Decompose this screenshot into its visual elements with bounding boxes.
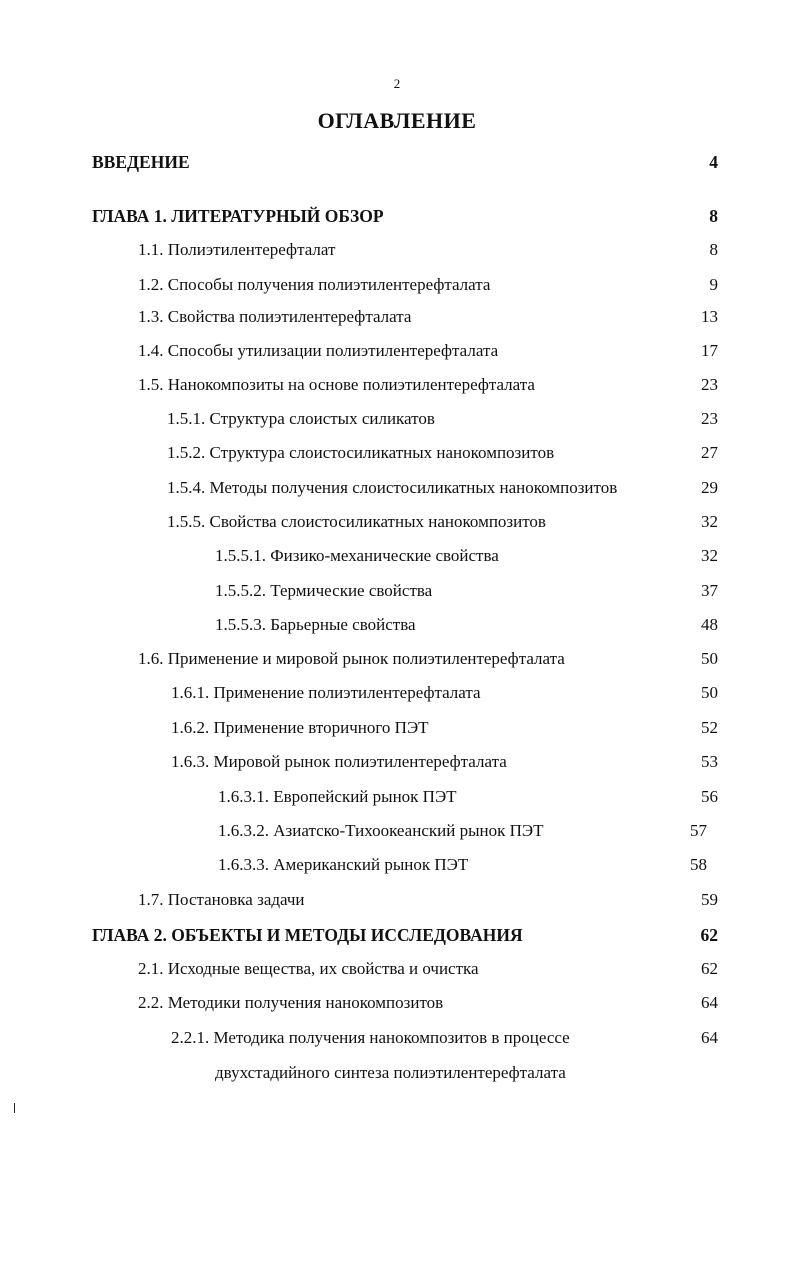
toc-entry-label: 1.6.3.3. Американский рынок ПЭТ: [218, 855, 469, 874]
toc-entry-page: 57: [690, 821, 707, 840]
toc-entry: [0, 852, 794, 878]
toc-entry-label: 1.5. Нанокомпозиты на основе полиэтилентерефталата: [138, 375, 535, 394]
toc-entry-label: 1.5.2. Структура слоистосиликатных нанокомпозитов: [167, 443, 555, 462]
toc-entry-label: 1.1. Полиэтилентерефталат: [138, 240, 336, 259]
toc-entry-label: 1.6. Применение и мировой рынок полиэтилентерефталата: [138, 649, 565, 668]
toc-entry-page: 9: [709, 275, 718, 294]
toc-entry: [0, 680, 794, 706]
toc-entry-label: 1.5.5.3. Барьерные свойства: [215, 615, 416, 634]
toc-title: ОГЛАВЛЕНИЕ: [317, 108, 477, 133]
toc-entry-label: 1.6.3. Мировой рынок полиэтилентерефталата: [171, 752, 507, 771]
toc-entry: [0, 956, 794, 982]
toc-entry-page: 56: [701, 787, 718, 806]
toc-entry-page: 62: [700, 925, 718, 945]
toc-entry-page: 8: [709, 240, 718, 259]
toc-entry: [0, 237, 794, 263]
toc-entry: [0, 887, 794, 913]
page-number: 2: [393, 76, 401, 91]
toc-entry-label: 1.5.1. Структура слоистых силикатов: [167, 409, 435, 428]
toc-entry-label: 1.7. Постановка задачи: [138, 890, 305, 909]
toc-entry-page: 62: [701, 959, 718, 978]
toc-entry-label: 1.2. Способы получения полиэтилентерефталата: [138, 275, 491, 294]
scan-mark: [14, 1103, 15, 1113]
toc-entry: [0, 509, 794, 535]
toc-entry-label: 2.2. Методики получения нанокомпозитов: [138, 993, 444, 1012]
toc-entry-label: 1.5.5. Свойства слоистосиликатных нанокомпозитов: [167, 512, 546, 531]
toc-entry-page: 23: [701, 409, 718, 428]
toc-entry-label: 2.1. Исходные вещества, их свойства и очистка: [138, 959, 479, 978]
toc-entry-page: 53: [701, 752, 718, 771]
toc-entry-label: 1.6.3.1. Европейский рынок ПЭТ: [218, 787, 457, 806]
toc-entry-page: 64: [701, 993, 718, 1012]
toc-entry-page: 32: [701, 546, 718, 565]
toc-entry: [0, 715, 794, 741]
toc-entry: [0, 406, 794, 432]
toc-entry: [0, 612, 794, 638]
toc-entry-page: 13: [701, 307, 718, 326]
toc-entry-chapter-1: [0, 203, 794, 229]
toc-entry: [0, 272, 794, 298]
toc-entry-page: 8: [709, 206, 718, 226]
toc-entry: [0, 578, 794, 604]
toc-entry-label: ГЛАВА 1. ЛИТЕРАТУРНЫЙ ОБЗОР: [92, 206, 384, 226]
toc-entry: [0, 990, 794, 1016]
toc-entry-page: 64: [701, 1028, 718, 1047]
toc-entry-label: 1.3. Свойства полиэтилентерефталата: [138, 307, 412, 326]
toc-entry: [0, 372, 794, 398]
toc-entry: [0, 1025, 794, 1051]
toc-entry: [0, 543, 794, 569]
toc-entry-page: 48: [701, 615, 718, 634]
toc-entry-page: 17: [701, 341, 718, 360]
toc-entry: [0, 475, 794, 501]
toc-entry-label: ГЛАВА 2. ОБЪЕКТЫ И МЕТОДЫ ИССЛЕДОВАНИЯ: [92, 925, 523, 945]
toc-entry-page: 29: [701, 478, 718, 497]
toc-entry-page: 32: [701, 512, 718, 531]
toc-entry-label: 1.6.1. Применение полиэтилентерефталата: [171, 683, 481, 702]
toc-entry-chapter-2: [0, 922, 794, 948]
toc-entry: [0, 304, 794, 330]
toc-entry-page: 4: [709, 152, 718, 172]
toc-entry-label: 2.2.1. Методика получения нанокомпозитов в процессе: [171, 1028, 570, 1047]
toc-entry-label: 1.5.5.1. Физико-механические свойства: [215, 546, 499, 565]
toc-entry: [0, 440, 794, 466]
toc-entry-page: 59: [701, 890, 718, 909]
toc-entry-page: 23: [701, 375, 718, 394]
toc-entry-page: 50: [701, 683, 718, 702]
toc-entry-page: 52: [701, 718, 718, 737]
toc-entry: [0, 646, 794, 672]
toc-entry: [0, 818, 794, 844]
toc-entry-label: 1.5.5.2. Термические свойства: [215, 581, 433, 600]
toc-entry-label: ВВЕДЕНИЕ: [92, 152, 190, 172]
toc-entry-page: 50: [701, 649, 718, 668]
toc-entry: [0, 784, 794, 810]
toc-entry-label: 1.5.4. Методы получения слоистосиликатных нанокомпозитов: [167, 478, 618, 497]
toc-entry: [0, 338, 794, 364]
toc-entry-continuation: двухстадийного синтеза полиэтилентерефталата: [215, 1063, 566, 1082]
toc-entry-introduction: [0, 149, 794, 175]
toc-entry-label: 1.6.3.2. Азиатско-Тихоокеанский рынок ПЭТ: [218, 821, 544, 840]
toc-entry: [0, 749, 794, 775]
toc-entry-page: 58: [690, 855, 707, 874]
toc-entry-label: 1.6.2. Применение вторичного ПЭТ: [171, 718, 429, 737]
toc-entry-label: 1.4. Способы утилизации полиэтилентерефталата: [138, 341, 499, 360]
toc-entry-page: 37: [701, 581, 718, 600]
toc-entry-page: 27: [701, 443, 718, 462]
